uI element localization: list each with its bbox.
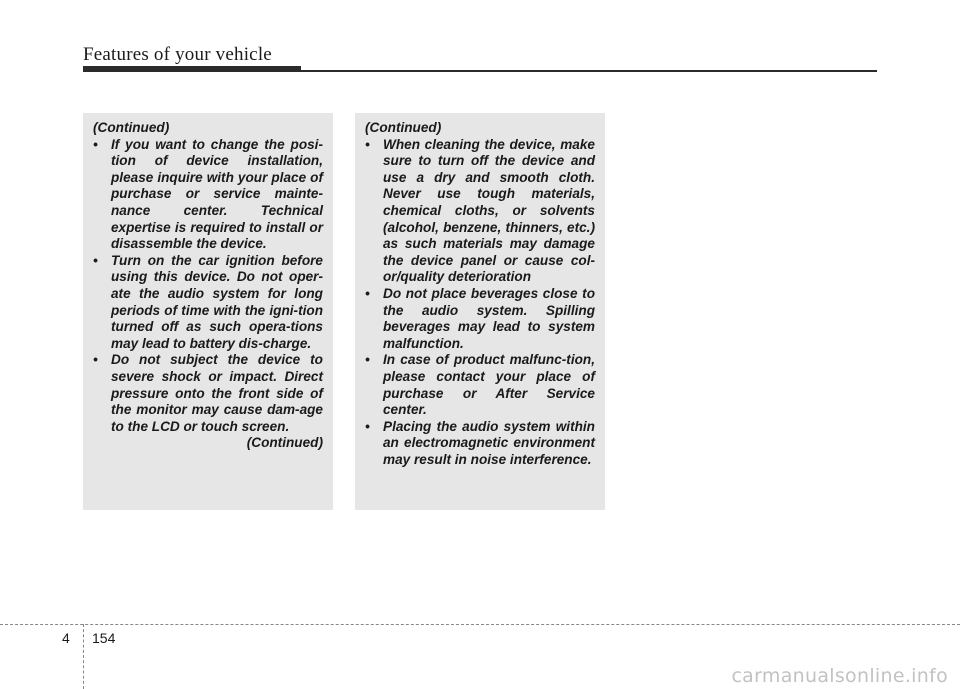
- bullet-icon: •: [93, 136, 98, 152]
- bullet-icon: •: [365, 136, 370, 152]
- list-item-text: Turn on the car ignition before using this device. Do not oper-ate the audio system for long periods of time with the igni-tion turned off as such opera-tions may lead to battery dis-charge.: [111, 252, 323, 351]
- list-item: [93, 253, 323, 353]
- bullet-icon: •: [93, 352, 98, 368]
- list-item: [93, 137, 323, 253]
- list-item-text: When cleaning the device, make sure to turn off the device and use a dry and smooth cloth. Never use tough materials, chemical cloths, or solvents (alcohol, benzene, thinners, etc.) as such materials may damage the device panel or cause col-or/quality deterioration: [383, 136, 595, 285]
- footer-rule: [0, 624, 960, 625]
- section-header-title: Features of your vehicle: [83, 44, 272, 65]
- continued-label-top: (Continued): [93, 120, 170, 135]
- section-number: 4: [62, 630, 70, 646]
- caution-box-left: [83, 113, 333, 510]
- continued-label-bottom: (Continued): [246, 435, 323, 451]
- list-item-text: Do not place beverages close to the audio system. Spilling beverages may lead to system malfunction.: [383, 285, 595, 351]
- list-item: [365, 286, 595, 352]
- bullet-icon: •: [365, 285, 370, 301]
- bullet-icon: •: [93, 252, 98, 268]
- list-item: [365, 419, 595, 469]
- list-item: [365, 137, 595, 286]
- bullet-icon: •: [365, 352, 370, 368]
- continued-label-top: (Continued): [365, 120, 442, 135]
- list-item-text: If you want to change the posi-tion of device installation, please inquire with your place of purchase or service mainte-nance center. Technical expertise is required to install or disassemble the device.: [111, 136, 323, 252]
- bullet-icon: •: [365, 418, 370, 434]
- header-rule-thin: [300, 70, 877, 72]
- list-item-text: Do not subject the device to severe shock or impact. Direct pressure onto the front side of the monitor may cause dam-age to the LCD or touch screen.: [111, 352, 323, 434]
- list-item-text: Placing the audio system within an electromagnetic environment may result in noise interference.: [383, 418, 595, 467]
- caution-list: [93, 137, 323, 436]
- page-number: 154: [92, 630, 116, 646]
- list-item: [365, 352, 595, 418]
- list-item-text: In case of product malfunc-tion, please contact your place of purchase or After Service center.: [383, 352, 595, 418]
- list-item: [93, 352, 323, 435]
- caution-list: [365, 137, 595, 469]
- caution-box-right: [355, 113, 605, 510]
- header-rule-thick: [83, 66, 301, 72]
- watermark: carmanualsonline.info: [731, 665, 948, 687]
- footer-divider: [83, 624, 84, 689]
